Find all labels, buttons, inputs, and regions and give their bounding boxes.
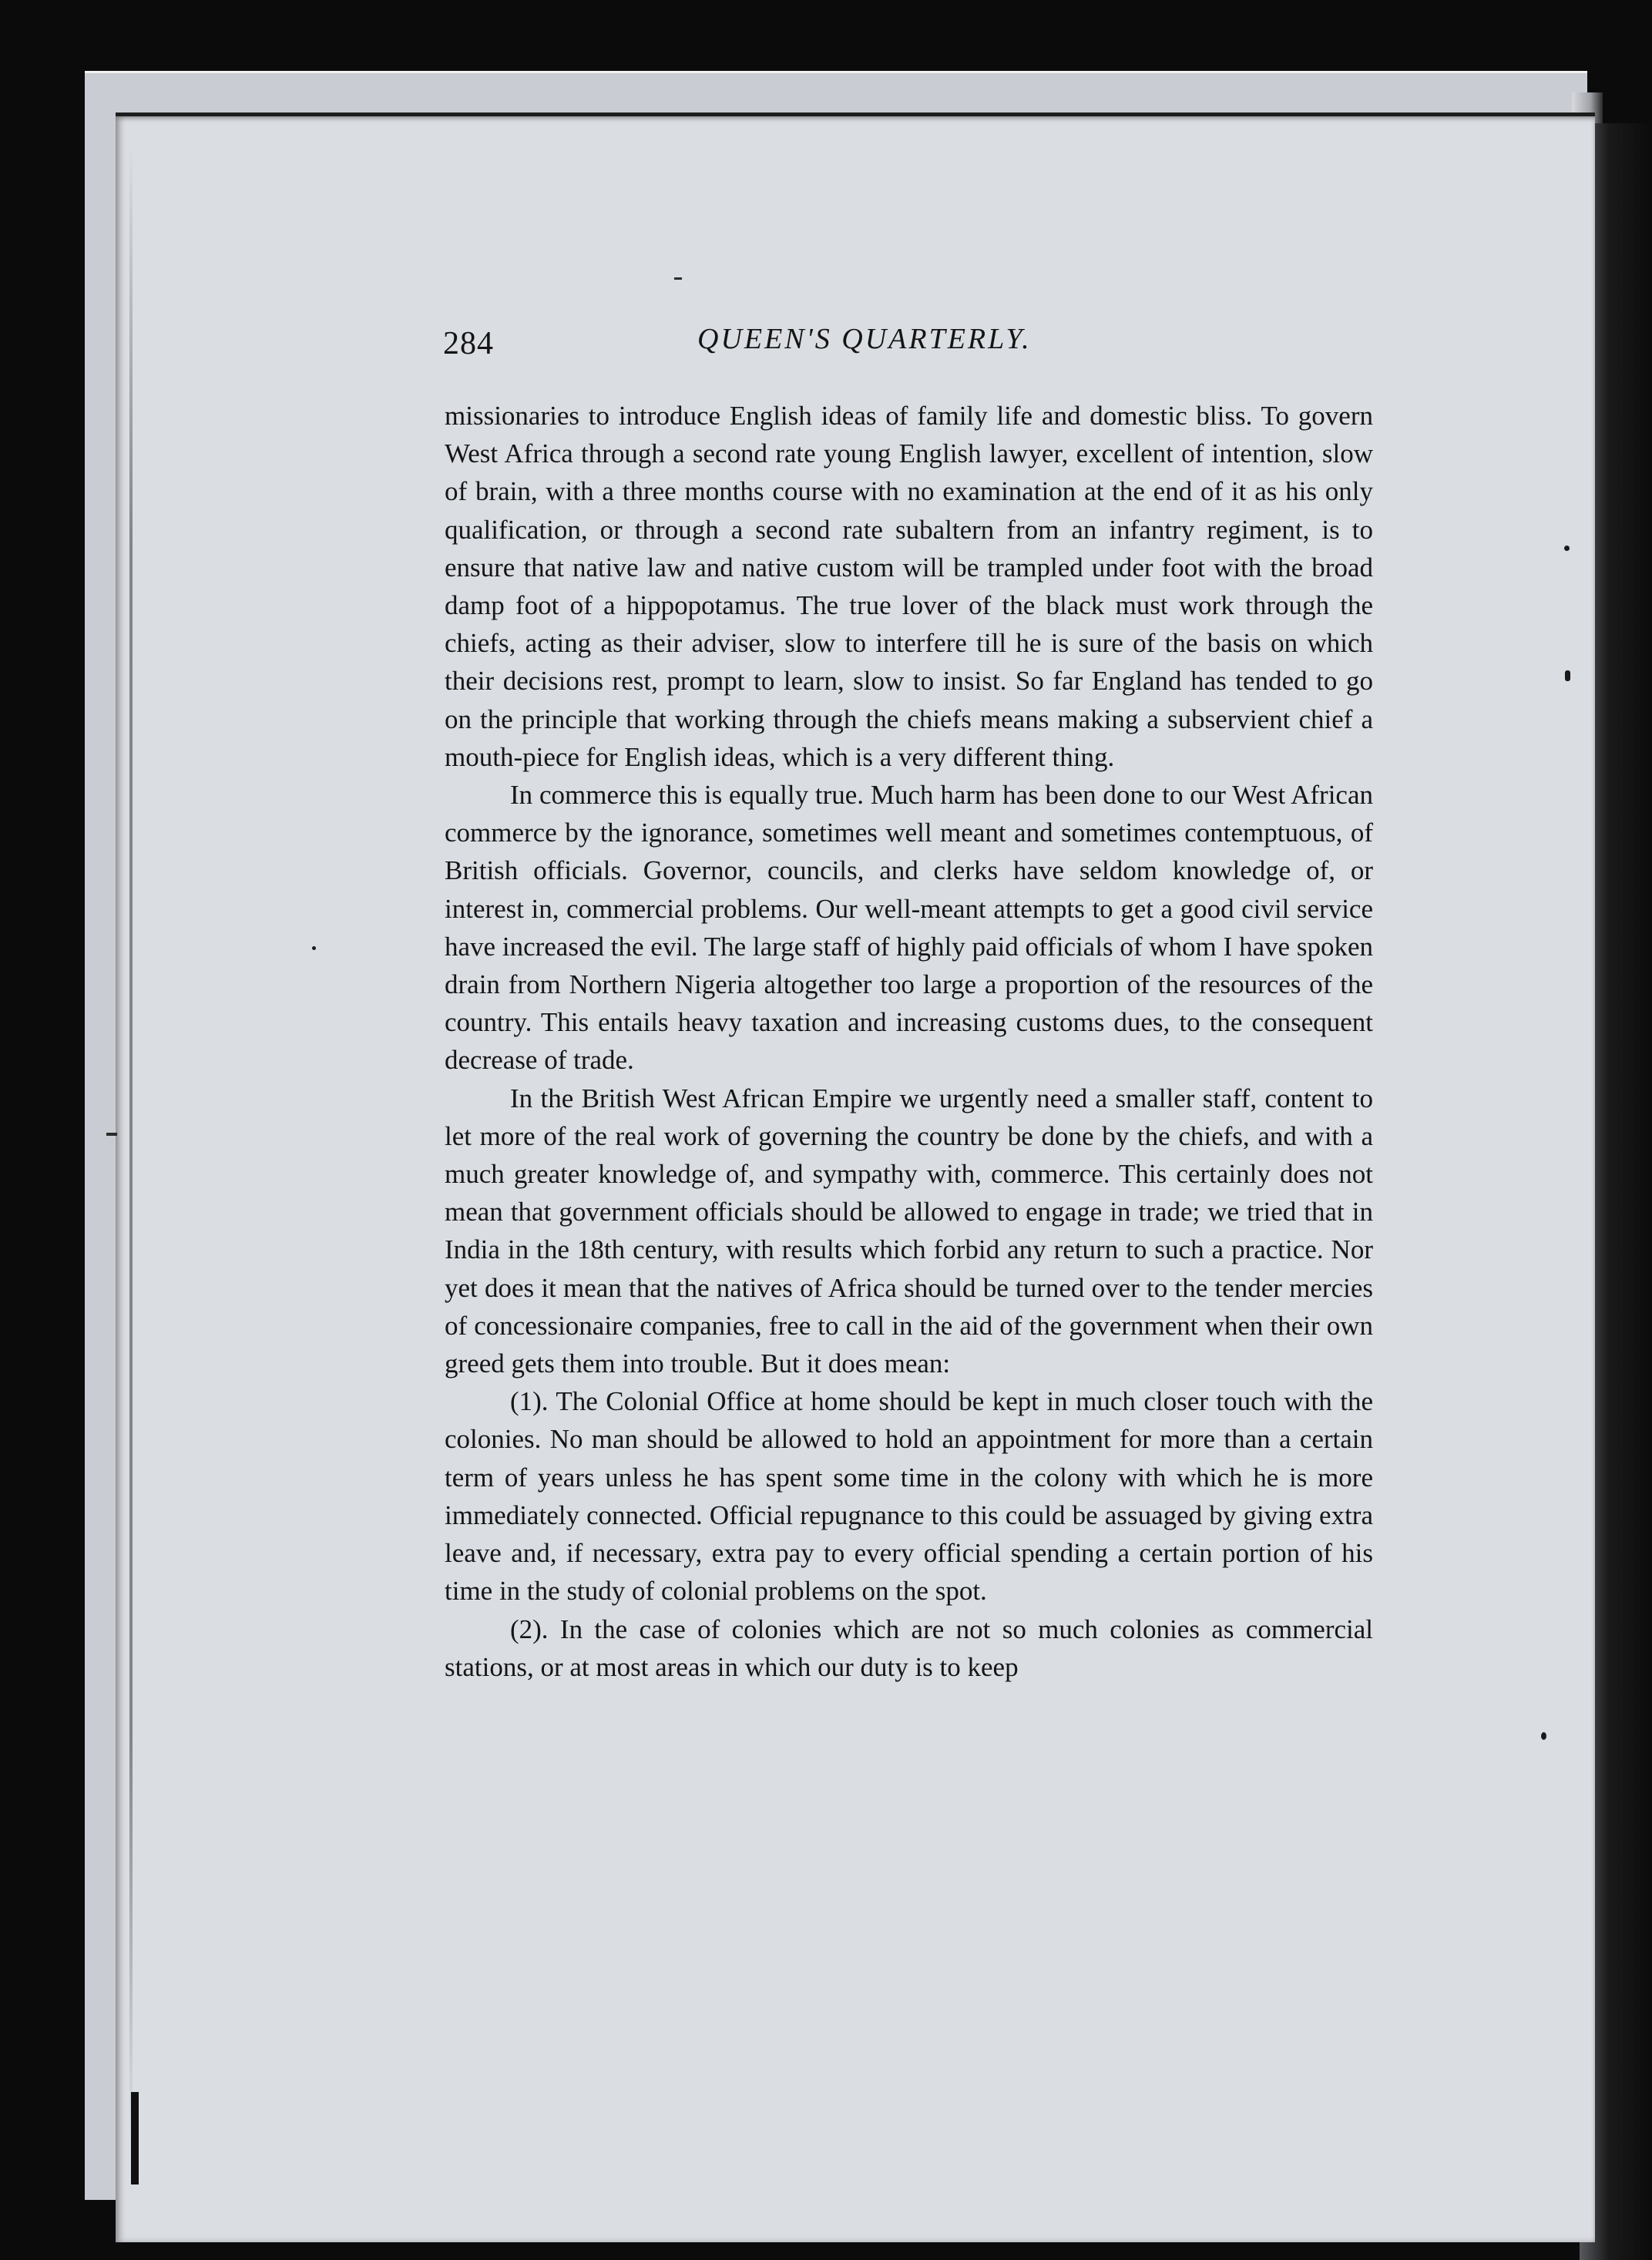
page-top-edge bbox=[116, 112, 1595, 116]
body-text bbox=[445, 397, 1373, 1686]
scan-speck bbox=[1564, 546, 1570, 551]
paragraph-1: missionaries to introduce English ideas of family life and domestic bliss. To govern West Africa through a second rate young English lawyer, excellent of intention, slow of brain, with a three months course with no examination at the end of it as his only qualification, or through a second rate subaltern from an infantry regiment, is to ensure that native law and native custom will be trampled under foot with the broad damp foot of a hippopotamus. The true lover of the black must work through the chiefs, acting as their adviser, slow to interfere till he is sure of the basis on which their decisions rest, prompt to learn, slow to insist. So far England has tended to go on the principle that working through the chiefs means making a subservient chief a mouth-piece for English ideas, which is a very different thing. bbox=[445, 401, 1373, 772]
paragraph-4: (1). The Colonial Office at home should be kept in much closer touch with the colonies. No man should be allowed to hold an appointment for more than a certain term of years unless he has spent some time in the colony with which he is more immediately connected. Official repugnance to this could be assuaged by giving extra leave and, if necessary, extra pay to every official spending a certain portion of his time in the study of colonial problems on the spot. bbox=[445, 1386, 1373, 1607]
scan-speck bbox=[1565, 670, 1570, 681]
binding-tab bbox=[131, 2092, 139, 2184]
scan-mark bbox=[106, 1133, 117, 1136]
paragraph-2: In commerce this is equally true. Much harm has been done to our West African commerce by the ignorance, sometimes well meant and sometimes contemptuous, of British officials. Governor, councils, and clerks have seldom knowledge of, or interest in, commercial problems. Our well-meant attempts to get a good civil service have increased the evil. The large staff of highly paid officials of whom I have spoken drain from Northern Nigeria altogether too large a proportion of the resources of the country. This entails heavy taxation and increasing customs dues, to the consequent decrease of trade. bbox=[445, 780, 1373, 1076]
page-number: 284 bbox=[443, 326, 494, 361]
scan-mark bbox=[674, 277, 682, 280]
scan-speck bbox=[312, 946, 316, 950]
paragraph-5: (2). In the case of colonies which are not so much colonies as commercial stations, or at most areas in which our duty is to keep bbox=[445, 1614, 1373, 1682]
scan-speck bbox=[1541, 1732, 1546, 1740]
running-head: QUEEN'S QUARTERLY. bbox=[697, 323, 1032, 355]
page-header bbox=[443, 322, 1375, 376]
paragraph-3: In the British West African Empire we urgently need a smaller staff, content to let more of the real work of governing the country be done by the chiefs, and with a much greater knowledge of, and sympathy with, commerce. This certainly does not mean that government officials should be allowed to engage in trade; we tried that in India in the 18th century, with results which forbid any return to such a practice. Nor yet does it mean that the natives of Africa should be turned over to the tender mercies of concessionaire companies, free to call in the aid of the government when their own greed gets them into trouble. But it does mean: bbox=[445, 1083, 1373, 1379]
binding-gutter-line bbox=[129, 146, 133, 2134]
